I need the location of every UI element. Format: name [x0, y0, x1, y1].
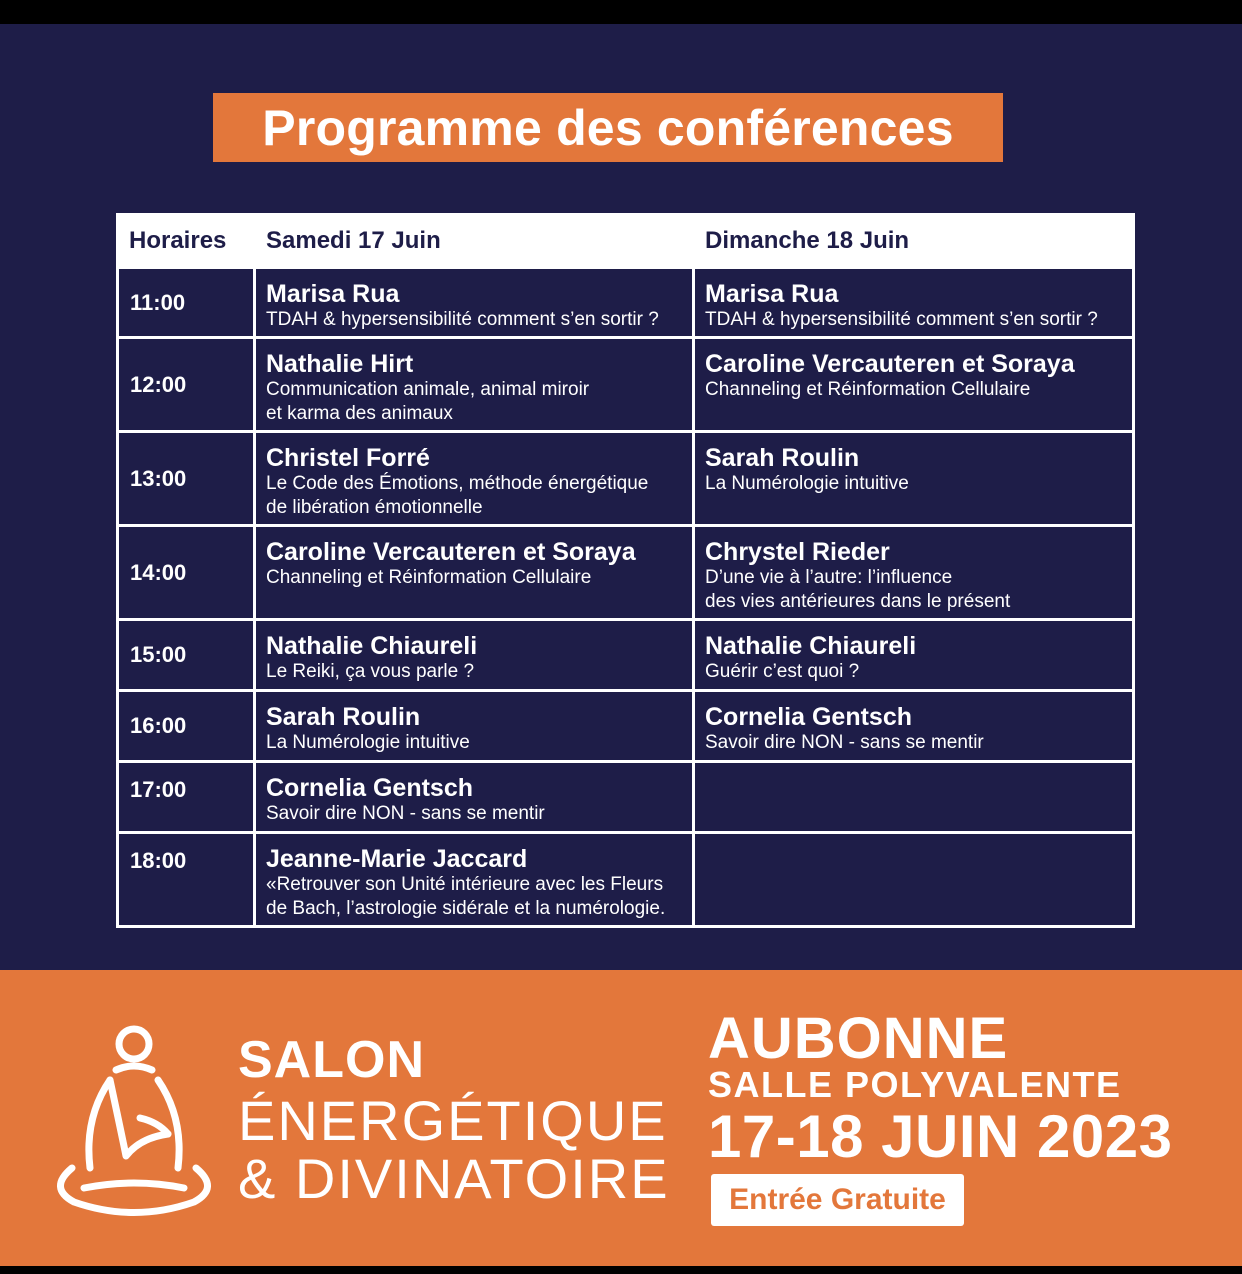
conference-schedule-table	[116, 213, 1135, 928]
talk-title: TDAH & hypersensibilité comment s’en sortir ?	[266, 309, 659, 330]
speaker-name: Marisa Rua	[705, 280, 839, 308]
salon-name-line-2: ÉNERGÉTIQUE	[238, 1089, 668, 1152]
speaker-name: Sarah Roulin	[266, 703, 421, 731]
speaker-name: Nathalie Chiaureli	[705, 632, 917, 660]
header-saturday: Samedi 17 Juin	[255, 215, 694, 268]
time-cell: 17:00	[118, 762, 255, 833]
time-cell: 11:00	[118, 268, 255, 338]
talk-title: Channeling et Réinformation Cellulaire	[705, 379, 1031, 400]
talk-title: «Retrouver son Unité intérieure avec les Fleurs de Bach, l’astrologie sidérale et la numérologie.	[266, 874, 666, 919]
time-cell: 15:00	[118, 620, 255, 691]
speaker-name: Chrystel Rieder	[705, 538, 890, 566]
salon-name-line-3: & DIVINATOIRE	[238, 1147, 670, 1210]
meditating-person-icon	[44, 1018, 224, 1218]
sunday-slot	[694, 691, 1134, 762]
talk-title: La Numérologie intuitive	[266, 732, 470, 753]
table-row	[118, 268, 1134, 338]
table-row	[118, 526, 1134, 620]
header-sunday: Dimanche 18 Juin	[694, 215, 1134, 268]
event-footer	[0, 970, 1242, 1266]
saturday-slot	[255, 268, 694, 338]
table-header-row	[118, 215, 1134, 268]
saturday-slot	[255, 526, 694, 620]
talk-title: Savoir dire NON - sans se mentir	[705, 732, 984, 753]
speaker-name: Nathalie Chiaureli	[266, 632, 478, 660]
talk-title: La Numérologie intuitive	[705, 473, 909, 494]
table-row	[118, 762, 1134, 833]
speaker-name: Sarah Roulin	[705, 444, 860, 472]
speaker-name: Marisa Rua	[266, 280, 400, 308]
talk-title: D’une vie à l’autre: l’influence des vies antérieures dans le présent	[705, 567, 1011, 612]
saturday-slot	[255, 691, 694, 762]
sunday-slot	[694, 338, 1134, 432]
saturday-slot	[255, 338, 694, 432]
talk-title: TDAH & hypersensibilité comment s’en sortir ?	[705, 309, 1098, 330]
saturday-slot	[255, 762, 694, 833]
sunday-slot	[694, 526, 1134, 620]
saturday-slot	[255, 432, 694, 526]
time-cell: 12:00	[118, 338, 255, 432]
table-row	[118, 620, 1134, 691]
time-cell: 16:00	[118, 691, 255, 762]
time-cell: 18:00	[118, 833, 255, 927]
time-cell: 14:00	[118, 526, 255, 620]
speaker-name: Cornelia Gentsch	[266, 774, 473, 802]
talk-title: Savoir dire NON - sans se mentir	[266, 803, 545, 824]
talk-title: Channeling et Réinformation Cellulaire	[266, 567, 592, 588]
table-row	[118, 691, 1134, 762]
sunday-slot	[694, 833, 1134, 927]
talk-title: Communication animale, animal miroir et karma des animaux	[266, 379, 590, 424]
event-venue: SALLE POLYVALENTE	[708, 1064, 1122, 1105]
event-dates: 17-18 JUIN 2023	[708, 1103, 1173, 1170]
sunday-slot	[694, 432, 1134, 526]
table-row	[118, 432, 1134, 526]
saturday-slot	[255, 620, 694, 691]
free-entry-badge: Entrée Gratuite	[711, 1174, 964, 1226]
event-city: AUBONNE	[708, 1006, 1009, 1071]
speaker-name: Caroline Vercauteren et Soraya	[266, 538, 636, 566]
header-horaires: Horaires	[118, 215, 255, 268]
speaker-name: Jeanne-Marie Jaccard	[266, 845, 528, 873]
time-cell: 13:00	[118, 432, 255, 526]
speaker-name: Cornelia Gentsch	[705, 703, 912, 731]
talk-title: Le Reiki, ça vous parle ?	[266, 661, 475, 682]
speaker-name: Christel Forré	[266, 444, 430, 472]
page-title: Programme des conférences	[213, 93, 1003, 162]
speaker-name: Caroline Vercauteren et Soraya	[705, 350, 1075, 378]
table-row	[118, 833, 1134, 927]
salon-name-line-1: SALON	[238, 1031, 425, 1089]
speaker-name: Nathalie Hirt	[266, 350, 414, 378]
saturday-slot	[255, 833, 694, 927]
talk-title: Guérir c’est quoi ?	[705, 661, 860, 682]
sunday-slot	[694, 620, 1134, 691]
talk-title: Le Code des Émotions, méthode énergétique de libération émotionnelle	[266, 473, 649, 518]
sunday-slot	[694, 762, 1134, 833]
sunday-slot	[694, 268, 1134, 338]
table-row	[118, 338, 1134, 432]
